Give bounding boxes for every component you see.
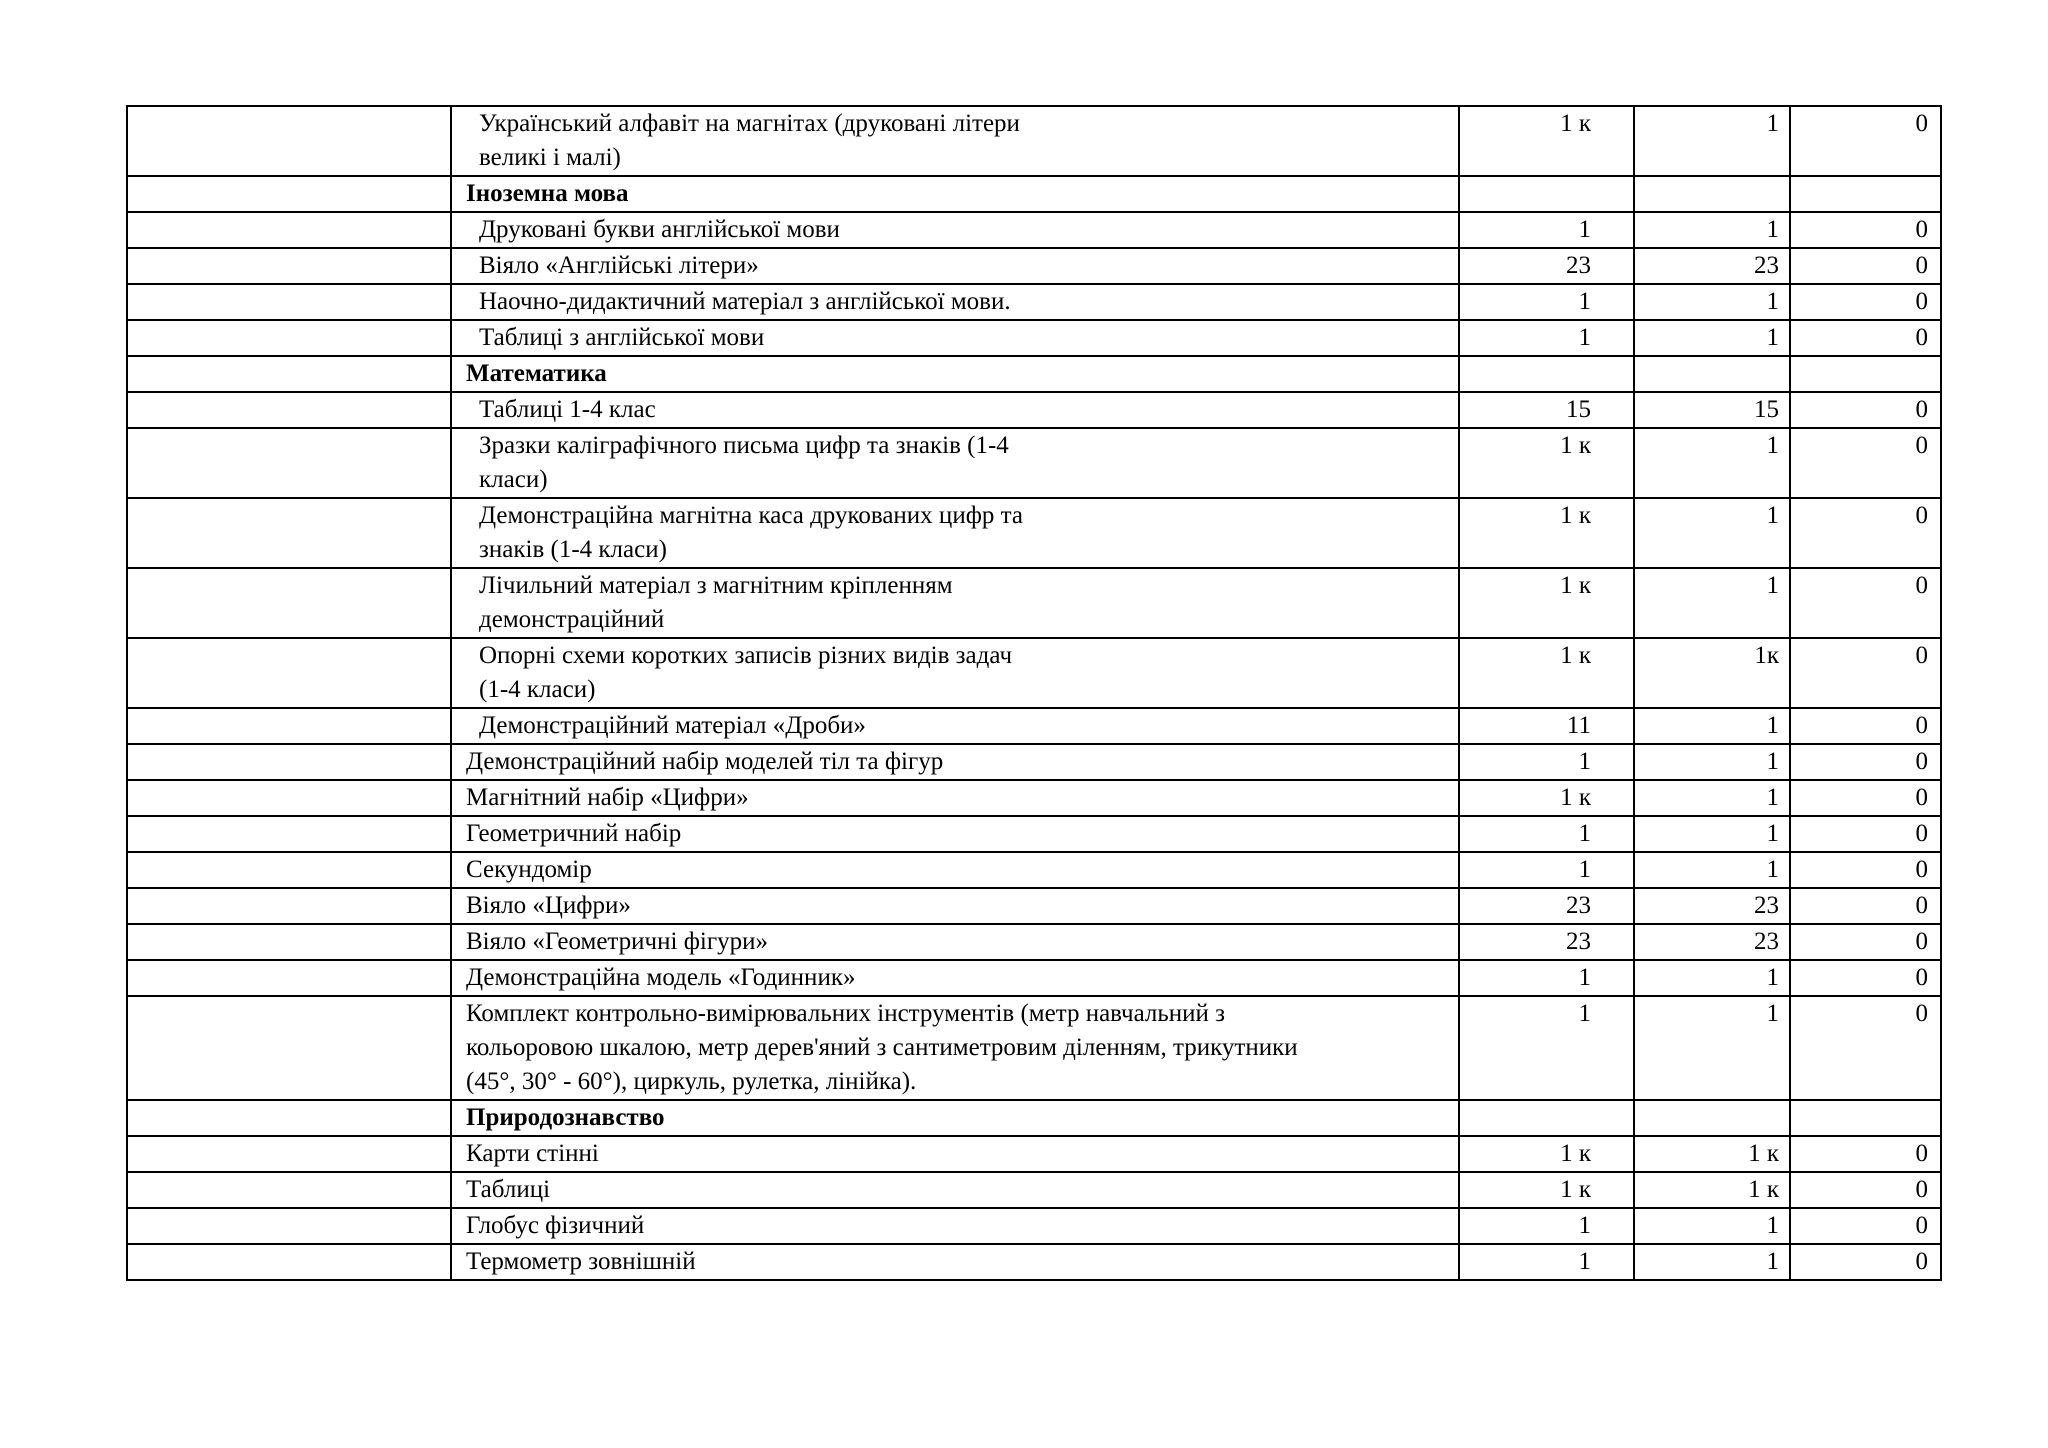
item-quantity: 1 bbox=[1459, 744, 1634, 780]
item-name: Демонстраційна модель «Годинник» bbox=[451, 960, 1459, 996]
item-required: 0 bbox=[1790, 284, 1941, 320]
item-required bbox=[1790, 176, 1941, 212]
item-name: Термометр зовнішній bbox=[451, 1244, 1459, 1280]
item-quantity: 1 bbox=[1459, 852, 1634, 888]
empty-cell bbox=[127, 428, 451, 498]
item-name: Друковані букви англійської мови bbox=[451, 212, 1459, 248]
item-available: 1 bbox=[1634, 320, 1790, 356]
item-available: 1к bbox=[1634, 638, 1790, 708]
item-available: 23 bbox=[1634, 248, 1790, 284]
table-row bbox=[127, 852, 1941, 888]
section-row bbox=[127, 356, 1941, 392]
empty-cell bbox=[127, 284, 451, 320]
item-name: Таблиці bbox=[451, 1172, 1459, 1208]
empty-cell bbox=[127, 816, 451, 852]
table-row bbox=[127, 780, 1941, 816]
item-quantity: 1 bbox=[1459, 284, 1634, 320]
item-quantity bbox=[1459, 176, 1634, 212]
empty-cell bbox=[127, 568, 451, 638]
empty-cell bbox=[127, 744, 451, 780]
item-available: 1 bbox=[1634, 106, 1790, 176]
empty-cell bbox=[127, 888, 451, 924]
item-required: 0 bbox=[1790, 428, 1941, 498]
section-title: Іноземна мова bbox=[451, 176, 1459, 212]
item-name: Український алфавіт на магнітах (друковані літери великі і малі) bbox=[451, 106, 1459, 176]
empty-cell bbox=[127, 356, 451, 392]
item-quantity: 1 к bbox=[1459, 568, 1634, 638]
empty-cell bbox=[127, 852, 451, 888]
empty-cell bbox=[127, 1100, 451, 1136]
table-row bbox=[127, 888, 1941, 924]
item-name: Наочно-дидактичний матеріал з англійської мови. bbox=[451, 284, 1459, 320]
item-available bbox=[1634, 356, 1790, 392]
table-row bbox=[127, 284, 1941, 320]
item-quantity bbox=[1459, 356, 1634, 392]
item-required: 0 bbox=[1790, 1172, 1941, 1208]
item-required: 0 bbox=[1790, 392, 1941, 428]
item-quantity bbox=[1459, 1100, 1634, 1136]
item-available: 1 bbox=[1634, 1244, 1790, 1280]
item-required: 0 bbox=[1790, 106, 1941, 176]
item-name: Таблиці 1-4 клас bbox=[451, 392, 1459, 428]
empty-cell bbox=[127, 248, 451, 284]
table-row bbox=[127, 638, 1941, 708]
section-title: Математика bbox=[451, 356, 1459, 392]
table-row bbox=[127, 568, 1941, 638]
item-name: Таблиці з англійської мови bbox=[451, 320, 1459, 356]
item-required: 0 bbox=[1790, 320, 1941, 356]
item-available: 1 bbox=[1634, 428, 1790, 498]
item-quantity: 1 к bbox=[1459, 428, 1634, 498]
item-quantity: 1 к bbox=[1459, 1136, 1634, 1172]
item-required bbox=[1790, 1100, 1941, 1136]
table-row bbox=[127, 428, 1941, 498]
item-required: 0 bbox=[1790, 1244, 1941, 1280]
item-quantity: 1 bbox=[1459, 1244, 1634, 1280]
item-required: 0 bbox=[1790, 708, 1941, 744]
item-quantity: 1 к bbox=[1459, 638, 1634, 708]
item-name: Карти стінні bbox=[451, 1136, 1459, 1172]
empty-cell bbox=[127, 1208, 451, 1244]
item-available: 1 bbox=[1634, 568, 1790, 638]
item-quantity: 1 bbox=[1459, 212, 1634, 248]
item-name: Геометричний набір bbox=[451, 816, 1459, 852]
item-available: 1 к bbox=[1634, 1136, 1790, 1172]
item-required: 0 bbox=[1790, 996, 1941, 1100]
item-quantity: 1 к bbox=[1459, 498, 1634, 568]
table-row bbox=[127, 996, 1941, 1100]
item-quantity: 1 к bbox=[1459, 780, 1634, 816]
empty-cell bbox=[127, 176, 451, 212]
table-row bbox=[127, 744, 1941, 780]
item-name: Лічильний матеріал з магнітним кріпленням демонстраційний bbox=[451, 568, 1459, 638]
empty-cell bbox=[127, 106, 451, 176]
item-required: 0 bbox=[1790, 498, 1941, 568]
item-available: 1 bbox=[1634, 852, 1790, 888]
item-available: 1 bbox=[1634, 960, 1790, 996]
item-available: 23 bbox=[1634, 888, 1790, 924]
item-name: Демонстраційний матеріал «Дроби» bbox=[451, 708, 1459, 744]
item-available bbox=[1634, 1100, 1790, 1136]
empty-cell bbox=[127, 498, 451, 568]
item-name: Комплект контрольно-вимірювальних інструментів (метр навчальний з кольоровою шкалою, метр дерев'яний з сантиметровим діленням, трикутники (45°, 30° - 60°), циркуль, рулетка, лінійка). bbox=[451, 996, 1459, 1100]
table-row bbox=[127, 960, 1941, 996]
section-row bbox=[127, 176, 1941, 212]
item-required: 0 bbox=[1790, 924, 1941, 960]
item-required: 0 bbox=[1790, 1136, 1941, 1172]
item-quantity: 1 к bbox=[1459, 1172, 1634, 1208]
equipment-table bbox=[126, 105, 1942, 1281]
empty-cell bbox=[127, 996, 451, 1100]
item-quantity: 15 bbox=[1459, 392, 1634, 428]
item-available: 15 bbox=[1634, 392, 1790, 428]
item-name: Опорні схеми коротких записів різних видів задач (1-4 класи) bbox=[451, 638, 1459, 708]
table-row bbox=[127, 248, 1941, 284]
table-row bbox=[127, 392, 1941, 428]
empty-cell bbox=[127, 320, 451, 356]
item-required: 0 bbox=[1790, 888, 1941, 924]
empty-cell bbox=[127, 1172, 451, 1208]
item-name: Демонстраційна магнітна каса друкованих цифр та знаків (1-4 класи) bbox=[451, 498, 1459, 568]
empty-cell bbox=[127, 924, 451, 960]
item-name: Зразки каліграфічного письма цифр та знаків (1-4 класи) bbox=[451, 428, 1459, 498]
table-row bbox=[127, 924, 1941, 960]
empty-cell bbox=[127, 1244, 451, 1280]
table-row bbox=[127, 1172, 1941, 1208]
item-name: Магнітний набір «Цифри» bbox=[451, 780, 1459, 816]
empty-cell bbox=[127, 638, 451, 708]
item-available: 1 bbox=[1634, 1208, 1790, 1244]
item-required bbox=[1790, 356, 1941, 392]
item-quantity: 1 bbox=[1459, 960, 1634, 996]
item-required: 0 bbox=[1790, 960, 1941, 996]
item-available: 1 bbox=[1634, 498, 1790, 568]
item-quantity: 1 bbox=[1459, 816, 1634, 852]
table-row bbox=[127, 1244, 1941, 1280]
item-required: 0 bbox=[1790, 638, 1941, 708]
item-name: Віяло «Англійські літери» bbox=[451, 248, 1459, 284]
item-quantity: 1 bbox=[1459, 320, 1634, 356]
item-required: 0 bbox=[1790, 816, 1941, 852]
table-row bbox=[127, 1208, 1941, 1244]
table-row bbox=[127, 708, 1941, 744]
empty-cell bbox=[127, 708, 451, 744]
item-required: 0 bbox=[1790, 568, 1941, 638]
item-available: 1 к bbox=[1634, 1172, 1790, 1208]
item-available: 1 bbox=[1634, 780, 1790, 816]
item-required: 0 bbox=[1790, 248, 1941, 284]
item-available bbox=[1634, 176, 1790, 212]
item-name: Секундомір bbox=[451, 852, 1459, 888]
item-name: Глобус фізичний bbox=[451, 1208, 1459, 1244]
item-quantity: 1 bbox=[1459, 1208, 1634, 1244]
item-quantity: 1 к bbox=[1459, 106, 1634, 176]
item-quantity: 1 bbox=[1459, 996, 1634, 1100]
item-available: 1 bbox=[1634, 816, 1790, 852]
table-row bbox=[127, 320, 1941, 356]
table-body bbox=[127, 106, 1941, 1280]
item-name: Демонстраційний набір моделей тіл та фігур bbox=[451, 744, 1459, 780]
table-row bbox=[127, 498, 1941, 568]
item-quantity: 23 bbox=[1459, 888, 1634, 924]
empty-cell bbox=[127, 780, 451, 816]
section-title: Природознавство bbox=[451, 1100, 1459, 1136]
item-required: 0 bbox=[1790, 852, 1941, 888]
table-row bbox=[127, 106, 1941, 176]
table-row bbox=[127, 212, 1941, 248]
item-available: 1 bbox=[1634, 744, 1790, 780]
item-available: 23 bbox=[1634, 924, 1790, 960]
item-available: 1 bbox=[1634, 212, 1790, 248]
item-name: Віяло «Геометричні фігури» bbox=[451, 924, 1459, 960]
empty-cell bbox=[127, 960, 451, 996]
item-quantity: 23 bbox=[1459, 248, 1634, 284]
section-row bbox=[127, 1100, 1941, 1136]
table-row bbox=[127, 816, 1941, 852]
item-available: 1 bbox=[1634, 996, 1790, 1100]
item-quantity: 11 bbox=[1459, 708, 1634, 744]
item-name: Віяло «Цифри» bbox=[451, 888, 1459, 924]
empty-cell bbox=[127, 212, 451, 248]
item-required: 0 bbox=[1790, 744, 1941, 780]
table-row bbox=[127, 1136, 1941, 1172]
item-available: 1 bbox=[1634, 708, 1790, 744]
empty-cell bbox=[127, 1136, 451, 1172]
item-required: 0 bbox=[1790, 212, 1941, 248]
item-available: 1 bbox=[1634, 284, 1790, 320]
item-required: 0 bbox=[1790, 1208, 1941, 1244]
item-required: 0 bbox=[1790, 780, 1941, 816]
item-quantity: 23 bbox=[1459, 924, 1634, 960]
empty-cell bbox=[127, 392, 451, 428]
